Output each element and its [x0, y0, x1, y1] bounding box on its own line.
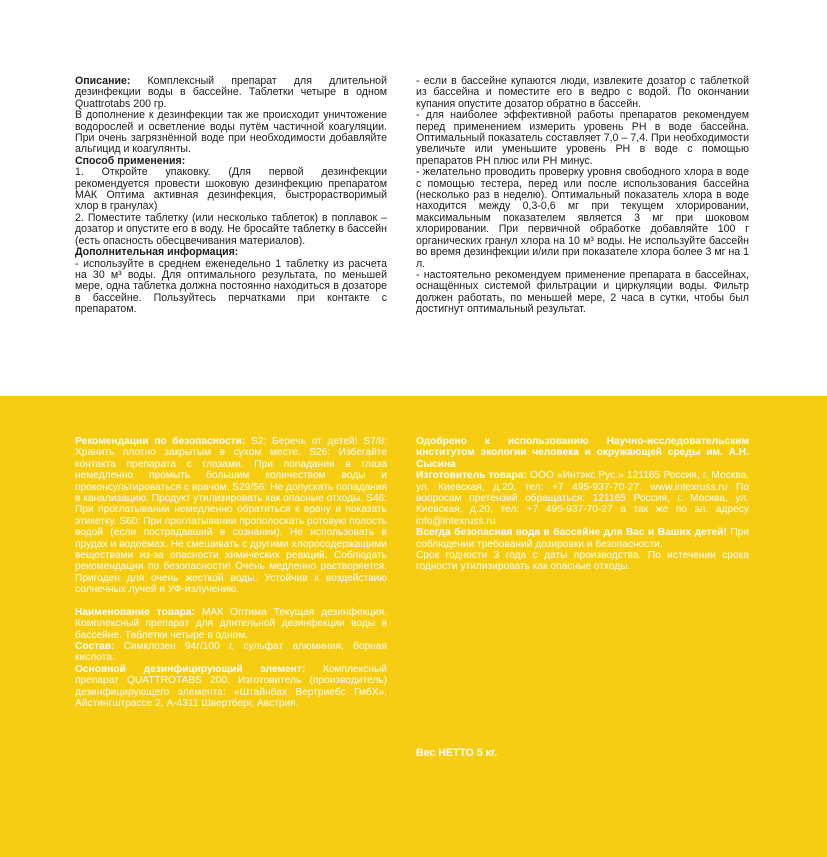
- paragraph-safety: Рекомендации по безопасности: S2: Беречь от детей! S7/8: Хранить плотно закрытым в сухом месте. S26: Избегайте контакта препарата с глазами. При попадании в глаза немедленно промыть большим количеством воды и проконсультироваться с врачом. S29/56: Не допускать попадания в канализацию. Продукт утилизировать как опасные отходы. S46: При проглатывании немедленно обратиться к врачу и показать этикетку. S60: При проглатывании прополоскать ротовую полость водой (если пострадавший в сознании). Не использовать в прудах и водоёмах. Не смешивать с другими хлоросодержащими веществами из-за опасности химических реакций. Соблюдать рекомендации по безопасности! Очень медленно растворяется. Пригоден для очень жесткой воды. Устойчив к воздействию солнечных лучей и УФ-излучению.: [75, 436, 387, 596]
- paragraph-step-1: 1. Откройте упаковку. (Для первой дезинфекции рекомендуется провести шоковую дезинфекцию препаратом МАК Оптима активная дезинфекция, быстрорастворимый хлор в гранулах): [75, 166, 387, 213]
- paragraph-approval: Одобрено к использованию Научно-исследовательским институтом экологии человека и окружающей среды им. А.Н. Сысина: [416, 436, 749, 470]
- heading-usage: Способ применения:: [75, 154, 186, 167]
- paragraph-composition: Состав: Симклозен 94г/100 г, сульфат алюминия, борная кислота.: [75, 640, 387, 664]
- safety-left-column: [75, 436, 387, 709]
- paragraph-active-element: Основной дезинфицирующий элемент: Комплексный препарат QUATTROTABS 200. Изготовитель (производитель) дезинфицирующего элемента: «Штайнбах Вертриебс ГмбХ», Айстингштрассе 2, А-4311 Швертберг, Австрия.: [75, 663, 387, 709]
- net-weight-label: Вес НЕТТО 5 кг.: [416, 747, 498, 759]
- paragraph-bathing: - если в бассейне купаются люди, извлеките дозатор с таблеткой из бассейна и поместите его в ведро с водой. По окончании купания опустите дозатор обратно в бассейн.: [416, 75, 749, 110]
- paragraph-safe-water: Всегда безопасная вода в бассейне для Вас и Ваших детей! При соблюдении требований дозировки и безопасности.: [416, 527, 750, 550]
- heading-additional-info: Дополнительная информация:: [75, 246, 239, 259]
- paragraph-shelf-life: Срок годности 3 года с даты производства. По истечении срока годности утилизировать как опасные отходы.: [416, 550, 749, 573]
- paragraph-step-2: 2. Поместите таблетку (или несколько таблеток) в поплавок – дозатор и опустите его в воду. Не бросайте таблетку в бассейн (есть опасность обесцвечивания материалов).: [75, 211, 387, 247]
- instructions-right-column: [416, 76, 749, 316]
- paragraph-additional-effect: В дополнение к дезинфекции так же происходит уничтожение водорослей и осветление воды путём частичной коагуляции. При очень загрязнённой воде при необходимости добавляйте альгицид и коагулянты.: [75, 109, 387, 156]
- paragraph-chlorine: - желательно проводить проверку уровня свободного хлора в воде с помощью тестера, перед или после использования бассейна (несколько раз в неделю). Оптимальный показатель хлора в воде находится между 0,3-0,6 мг при текущем хлорировании, максимальным показателем является 3 мг при шоковом хлорировании. При первичной обработке добавляйте 100 г органических гранул хлора на 10 м³ воды. Не используйте бассейн во время дезинфекции и/или при показателе хлора более 3 мг на 1 л.: [416, 166, 750, 270]
- paragraph-description: Описание: Комплексный препарат для длительной дезинфекции воды в бассейне. Таблетки четыре в одном Quattrotabs 200 гр.: [75, 75, 387, 110]
- safety-section: [0, 396, 827, 857]
- paragraph-product-name: Наименование товара: МАК Оптима Текущая дезинфекция. Комплексный препарат для длительной дезинфекции воды в бассейне. Таблетки четыре в одном.: [75, 606, 387, 641]
- paragraph-filtration: - настоятельно рекомендуем применение препарата в бассейнах, оснащённых системой фильтрации и циркуляции воды. Фильтр должен работать, по меньшей мере, 2 часа в сутки, чтобы был достигнут оптимальный результат.: [416, 268, 749, 316]
- paragraph-weekly-dose: - используйте в среднем еженедельно 1 таблетку из расчета на 30 м³ воды. Для оптимального результата, по меньшей мере, одна таблетка должна постоянно находиться в дозаторе в бассейне. Пользуйтесь перчатками при контакте с препаратом.: [75, 257, 387, 316]
- paragraph-ph: - для наиболее эффективной работы препаратов рекомендуем перед применением измерить уровень PH в воде бассейна. Оптимальный показатель составляет 7,0 – 7,4. При необходимости увеличьте или уменьшите уровень PH в воде с помощью препаратов PH плюс или PH минус.: [416, 109, 749, 167]
- instructions-section: [0, 0, 827, 396]
- spacer: [75, 596, 387, 607]
- instructions-left-column: [75, 76, 387, 316]
- safety-right-column: [416, 436, 749, 573]
- paragraph-manufacturer: Изготовитель товара: ООО «Интэкс Рус.» 121165 Россия, г. Москва, ул. Киевская, д.20, тел: +7 495-937-70-27. www.intexruss.ru По вопросам претензий обращаться: 121165 Россия, г. Москва, ул. Киевская, д.20, тел: +7 495-937-70-27 а так же по эл. адресу info@intexruss.ru: [416, 470, 749, 527]
